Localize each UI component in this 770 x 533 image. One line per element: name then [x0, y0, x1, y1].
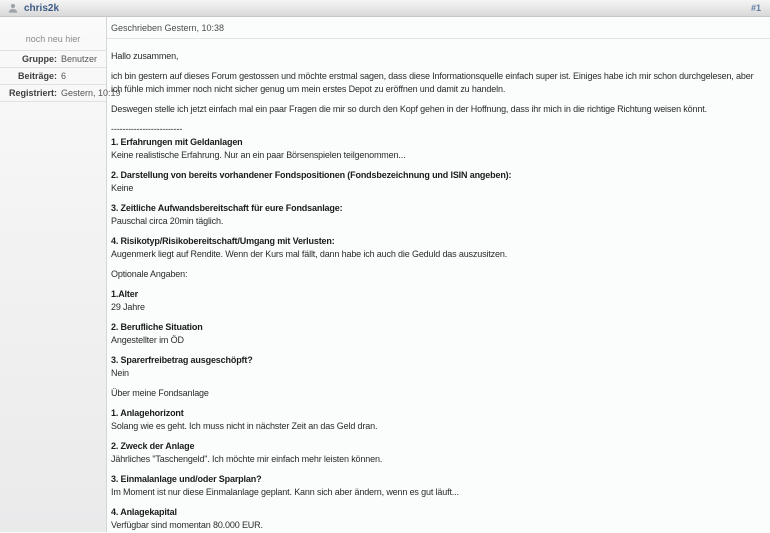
post-paragraph	[111, 288, 762, 314]
post-paragraph	[111, 50, 762, 63]
post-text-line: Nein	[111, 368, 129, 378]
post-paragraph	[111, 202, 762, 228]
post-heading-line: 1.Alter	[111, 289, 138, 299]
post-heading-line: 4. Anlagekapital	[111, 507, 177, 517]
profile-field-label: Registriert:	[8, 88, 57, 98]
profile-field-value: Benutzer	[61, 54, 98, 64]
post-text-line: Keine realistische Erfahrung. Nur an ein paar Börsenspielen teilgenommen...	[111, 150, 406, 160]
post-paragraph	[111, 473, 762, 499]
post-body-wrap	[0, 17, 770, 532]
post-text-line: Optionale Angaben:	[111, 269, 188, 279]
post-text-line: Solang wie es geht. Ich muss nicht in nächster Zeit an das Geld dran.	[111, 421, 378, 431]
post-text-line: Jährliches "Taschengeld". Ich möchte mir einfach mehr leisten können.	[111, 454, 383, 464]
post-text-line: Augenmerk liegt auf Rendite. Wenn der Kurs mal fällt, dann habe ich auch die Geduld das auszusitzen.	[111, 249, 508, 259]
post-paragraph	[111, 70, 762, 96]
post-paragraph	[111, 169, 762, 195]
post-heading-line: 3. Zeitliche Aufwandsbereitschaft für eure Fondsanlage:	[111, 203, 343, 213]
post-number-link[interactable]: #1	[750, 3, 761, 13]
post-paragraph	[111, 123, 762, 162]
post-body	[107, 39, 770, 532]
post-text-line: Verfügbar sind momentan 80.000 EUR.	[111, 520, 263, 530]
post-text-line: Über meine Fondsanlage	[111, 388, 209, 398]
profile-field-label: Gruppe:	[22, 54, 57, 64]
post-paragraph	[111, 354, 762, 380]
post-paragraph	[111, 407, 762, 433]
post-heading-line: 2. Zweck der Anlage	[111, 441, 195, 451]
post-text-line: ich bin gestern auf dieses Forum gestossen und möchte erstmal sagen, dass diese Informationsquelle einfach super ist. Einiges habe ich mir schon durchgelesen, aber ich fühle mich immer noch nicht sicher genug um mein erstes Depot zu eröffnen und damit zu handeln.	[111, 71, 754, 94]
post-paragraph	[111, 440, 762, 466]
profile-field-row	[0, 51, 106, 68]
profile-field-row	[0, 68, 106, 85]
post-paragraph	[111, 268, 762, 281]
post-text-line: Keine	[111, 183, 134, 193]
profile-fields	[0, 51, 121, 102]
post-header-bar	[0, 0, 770, 17]
post-text-line: Angestellter im ÖD	[111, 335, 184, 345]
post-heading-line: 3. Einmalanlage und/oder Sparplan?	[111, 474, 262, 484]
post-text-line: Deswegen stelle ich jetzt einfach mal ein paar Fragen die mir so durch den Kopf gehen in der Hoffnung, dass ihr mich in die richtige Richtung weisen könnt.	[111, 104, 707, 114]
post-text-line: Im Moment ist nur diese Einmalanlage geplant. Kann sich aber ändern, wenn es gut läuft...	[111, 487, 459, 497]
post-heading-line: 1. Anlagehorizont	[111, 408, 184, 418]
user-icon	[8, 3, 18, 13]
post-heading-line: 1. Erfahrungen mit Geldanlagen	[111, 137, 243, 147]
profile-field-label: Beiträge:	[17, 71, 57, 81]
profile-field-value: Gestern, 10:19	[61, 88, 121, 98]
post-paragraph	[111, 321, 762, 347]
post-content-area	[107, 17, 770, 532]
post-text-line: Pauschal circa 20min täglich.	[111, 216, 224, 226]
profile-field-row	[0, 85, 121, 102]
post-text-line: -------------------------	[111, 124, 183, 134]
post-paragraph	[111, 387, 762, 400]
post-paragraph	[111, 103, 762, 116]
post-paragraph	[111, 235, 762, 261]
post-paragraph	[111, 506, 762, 532]
post-timestamp: Geschrieben Gestern, 10:38	[107, 17, 770, 39]
member-title: noch neu hier	[0, 17, 106, 51]
post-heading-line: 3. Sparerfreibetrag ausgeschöpft?	[111, 355, 253, 365]
post-heading-line: 2. Darstellung von bereits vorhandener Fondspositionen (Fondsbezeichnung und ISIN angeben):	[111, 170, 512, 180]
username-link[interactable]: chris2k	[24, 2, 60, 14]
profile-field-value: 6	[61, 71, 67, 81]
post-heading-line: 4. Risikotyp/Risikobereitschaft/Umgang mit Verlusten:	[111, 236, 335, 246]
post-text-line: 29 Jahre	[111, 302, 145, 312]
post-heading-line: 2. Berufliche Situation	[111, 322, 203, 332]
post-text-line: Hallo zusammen,	[111, 51, 179, 61]
